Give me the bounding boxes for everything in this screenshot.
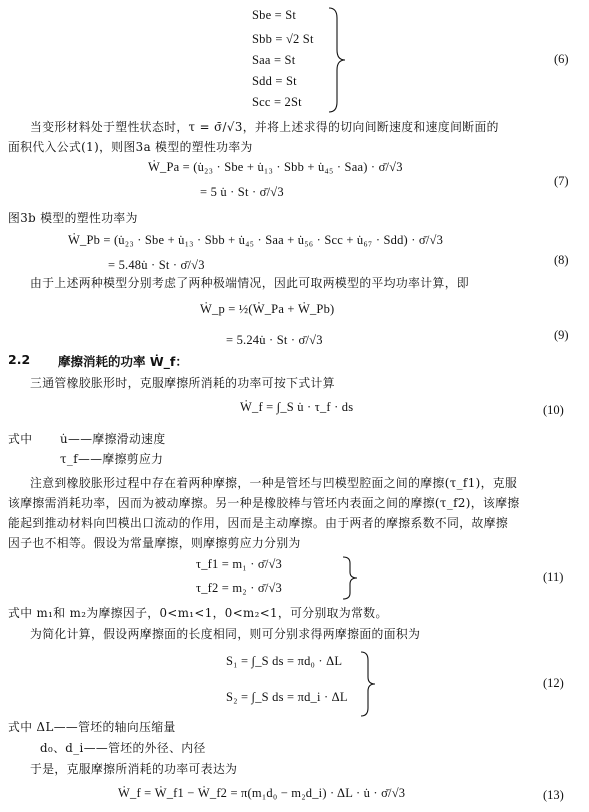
- eq11-line-1: τ_f1 = m₁ · σ̄/√3: [196, 557, 283, 571]
- eq10: Ẇ_f = ∫_S u̇ · τ_f · ds: [240, 400, 354, 414]
- para-5-line-4: 因子也不相等。假设为常量摩擦，则摩擦剪应力分别为: [8, 536, 301, 550]
- where-3-item-a: 式中 ΔL——管坯的轴向压缩量: [8, 720, 176, 734]
- eq9-line-1: Ẇ_p = ½(Ẇ_Pa + Ẇ_Pb): [200, 302, 335, 316]
- para-6-line-1: 为简化计算，假设两摩擦面的长度相同，则可分别求得两摩擦面的面积为: [30, 627, 421, 641]
- eq7-number: (7): [554, 174, 569, 188]
- eq12-right-brace: [358, 650, 378, 718]
- eq6-line-5: Scc = 2St: [252, 95, 302, 109]
- eq6-line-3: Saa = St: [252, 53, 296, 67]
- eq6-line-1: Sbe = St: [252, 8, 297, 22]
- eq9-number: (9): [554, 328, 569, 342]
- eq6-line-2: Sbb = √2 St: [252, 32, 314, 46]
- section-number: 2.2: [8, 352, 31, 367]
- eq7-line-1: Ẇ_Pa = (u̇₂₃ · Sbe + u̇₁₃ · Sbb + u̇₄₅ · Saa) · σ̄/√3: [148, 160, 403, 174]
- where-1-lead: 式中: [8, 432, 33, 446]
- para-3-line-1: 由于上述两种模型分别考虑了两种极端情况，因此可取两模型的平均功率计算，即: [30, 276, 470, 290]
- eq12-number: (12): [543, 676, 564, 690]
- eq6-line-4: Sdd = St: [252, 74, 297, 88]
- eq7-line-2: = 5 u̇ · St · σ̄/√3: [200, 185, 284, 199]
- where-1-item-a: u̇——摩擦滑动速度: [60, 432, 166, 446]
- para-5-line-3: 能起到推动材料向凹模出口流动的作用，因而是主动摩擦。由于两者的摩擦系数不同，故摩擦: [8, 516, 509, 530]
- para-5-line-1: 注意到橡胶胀形过程中存在着两种摩擦，一种是管坯与凹模型腔面之间的摩擦(τ_f1)，克服: [30, 476, 518, 490]
- eq9-line-2: = 5.24u̇ · St · σ̄/√3: [226, 333, 323, 347]
- para-5-line-2: 该摩擦需消耗功率，因而为被动摩擦。另一种是橡胶棒与管坯内表面之间的摩擦(τ_f2)，该摩擦: [8, 496, 520, 510]
- para-1-line-2: 面积代入公式(1)，则图3a 模型的塑性功率为: [8, 140, 253, 154]
- para-2-line-1: 图3b 模型的塑性功率为: [8, 211, 138, 225]
- para-4-line-1: 三通管橡胶胀形时，克服摩擦所消耗的功率可按下式计算: [30, 376, 335, 390]
- section-title: 摩擦消耗的功率 Ẇ_f：: [58, 354, 188, 369]
- eq8-number: (8): [554, 253, 569, 267]
- eq12-line-2: S₂ = ∫_S ds = πd_i · ΔL: [226, 690, 348, 704]
- eq8-line-2: = 5.48u̇ · St · σ̄/√3: [108, 258, 205, 272]
- where-3-item-b: d₀、d_i——管坯的外径、内径: [40, 741, 206, 755]
- para-1-line-1: 当变形材料处于塑性状态时，τ = σ̄/√3，并将上述求得的切向间断速度和速度间断面的: [30, 120, 499, 134]
- where-2: 式中 m₁和 m₂为摩擦因子，0<m₁<1，0<m₂<1，可分别取为常数。: [8, 606, 388, 620]
- eq11-right-brace: [340, 555, 360, 601]
- eq11-line-2: τ_f2 = m₂ · σ̄/√3: [196, 581, 283, 595]
- eq12-line-1: S₁ = ∫_S ds = πd₀ · ΔL: [226, 654, 343, 668]
- eq8-line-1: Ẇ_Pb = (u̇₂₃ · Sbe + u̇₁₃ · Sbb + u̇₄₅ · Saa + u̇₅₆ · Scc + u̇₆₇ · Sdd) · σ̄/√3: [68, 233, 444, 247]
- eq10-number: (10): [543, 403, 564, 417]
- eq13-number: (13): [543, 788, 564, 802]
- eq6-right-brace: [326, 6, 348, 114]
- where-1-item-b: τ_f——摩擦剪应力: [60, 452, 164, 466]
- eq11-number: (11): [543, 570, 564, 584]
- para-7-line-1: 于是，克服摩擦所消耗的功率可表达为: [30, 762, 238, 776]
- eq13: Ẇ_f = Ẇ_f1 − Ẇ_f2 = π(m₁d₀ − m₂d_i) · ΔL · u̇ · σ̄/√3: [118, 786, 406, 800]
- eq6-number: (6): [554, 52, 569, 66]
